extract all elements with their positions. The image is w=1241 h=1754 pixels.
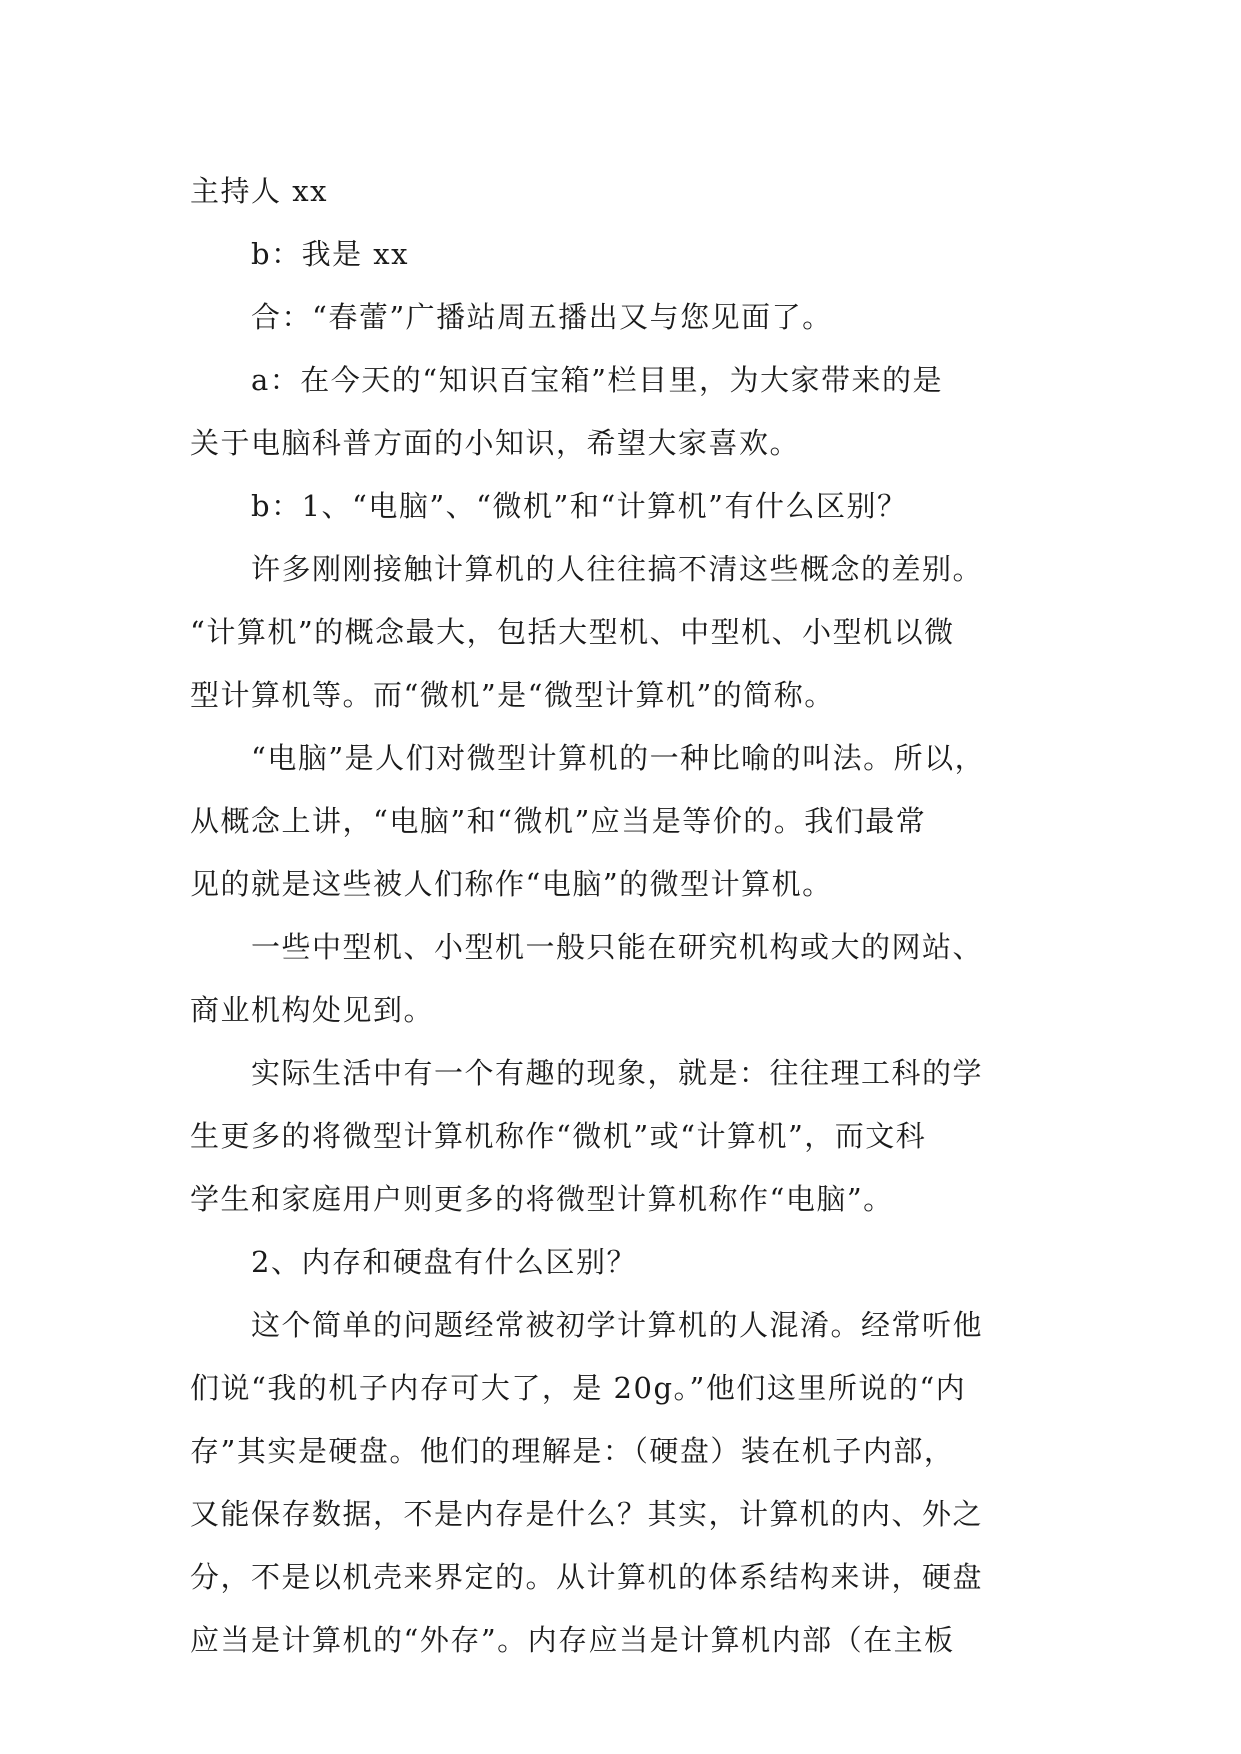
- text-line-24: 应当是计算机的“外存”。内存应当是计算机内部（在主板: [190, 1623, 955, 1657]
- text-line-5: 关于电脑科普方面的小知识，希望大家喜欢。: [190, 426, 801, 460]
- text-line-21: 存”其实是硬盘。他们的理解是：（硬盘）装在机子内部，: [190, 1434, 955, 1468]
- text-line-19: 这个简单的问题经常被初学计算机的人混淆。经常听他: [251, 1308, 984, 1342]
- text-line-16: 生更多的将微型计算机称作“微机”或“计算机”，而文科: [190, 1119, 927, 1153]
- text-line-23: 分，不是以机壳来界定的。从计算机的体系结构来讲，硬盘: [190, 1560, 984, 1594]
- text-line-18: 2、内存和硬盘有什么区别？: [251, 1245, 637, 1279]
- text-line-10: “电脑”是人们对微型计算机的一种比喻的叫法。所以，: [251, 741, 986, 775]
- text-line-6: b：1、“电脑”、“微机”和“计算机”有什么区别？: [251, 489, 908, 523]
- text-line-22: 又能保存数据，不是内存是什么？其实，计算机的内、外之: [190, 1497, 984, 1531]
- text-line-9: 型计算机等。而“微机”是“微型计算机”的简称。: [190, 678, 835, 712]
- text-line-20: 们说“我的机子内存可大了，是 20g。”他们这里所说的“内: [190, 1371, 967, 1405]
- document-body: [190, 160, 1060, 1672]
- text-line-8: “计算机”的概念最大，包括大型机、中型机、小型机以微: [190, 615, 955, 649]
- text-line-14: 商业机构处见到。: [190, 993, 435, 1027]
- text-line-2: b：我是 xx: [251, 237, 409, 271]
- text-line-11: 从概念上讲，“电脑”和“微机”应当是等价的。我们最常: [190, 804, 927, 838]
- text-line-7: 许多刚刚接触计算机的人往往搞不清这些概念的差别。: [251, 552, 984, 586]
- text-line-17: 学生和家庭用户则更多的将微型计算机称作“电脑”。: [190, 1182, 894, 1216]
- text-line-15: 实际生活中有一个有趣的现象，就是：往往理工科的学: [251, 1056, 984, 1090]
- text-line-4: a：在今天的“知识百宝箱”栏目里，为大家带来的是: [251, 363, 943, 397]
- text-line-12: 见的就是这些被人们称作“电脑”的微型计算机。: [190, 867, 833, 901]
- text-line-13: 一些中型机、小型机一般只能在研究机构或大的网站、: [251, 930, 984, 964]
- text-line-1: 主持人 xx: [190, 174, 328, 208]
- text-line-3: 合：“春蕾”广播站周五播出又与您见面了。: [251, 300, 833, 334]
